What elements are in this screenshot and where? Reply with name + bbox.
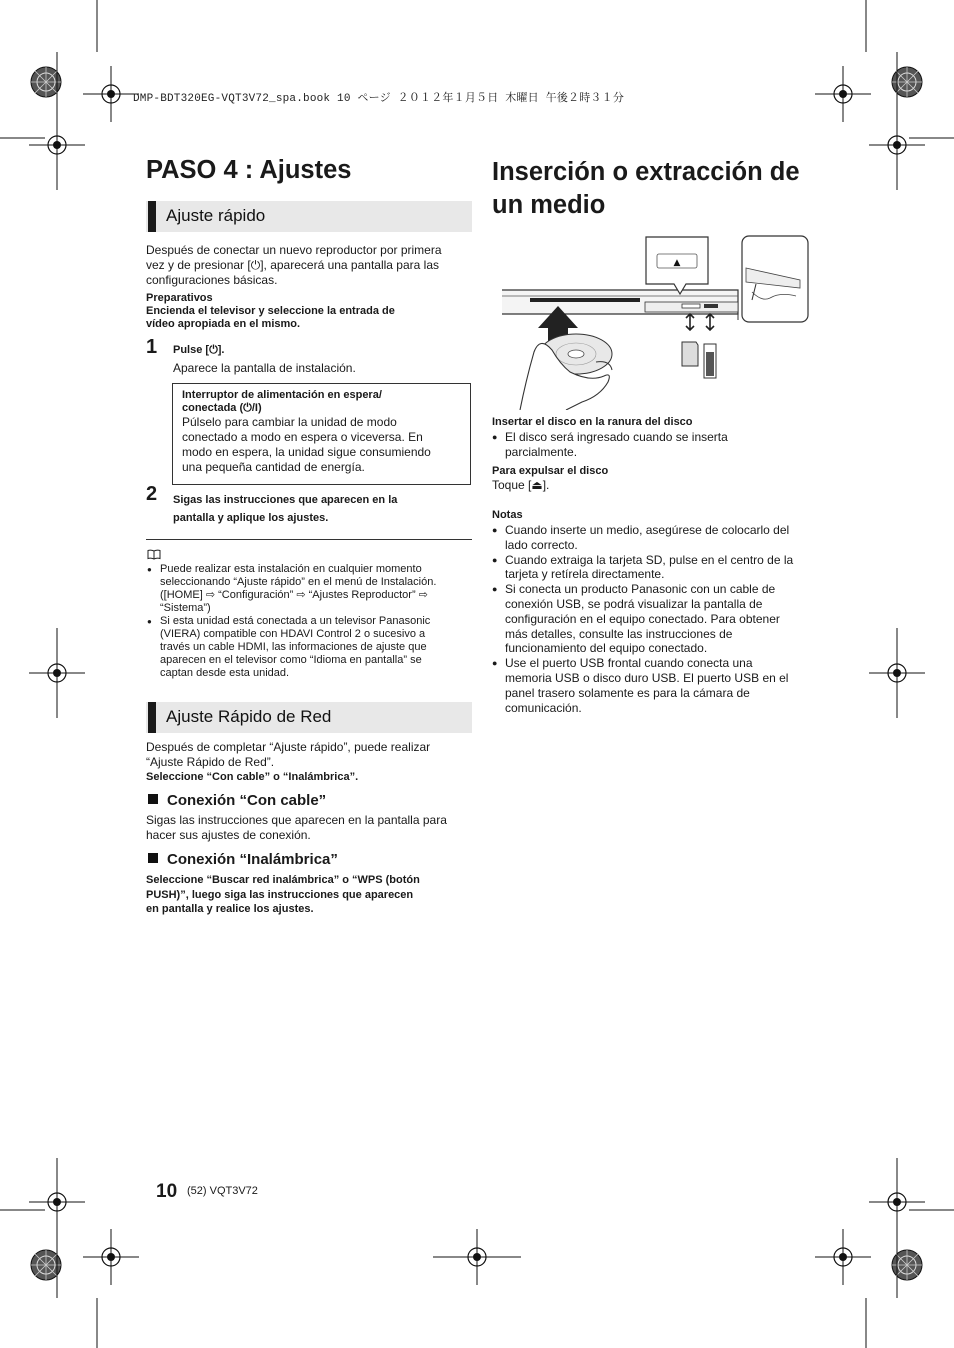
bullet-line: ([HOME] ⇨ “Configuración” ⇨ “Ajustes Reproductor” ⇨: [160, 589, 428, 601]
wireless-line: en pantalla y realice los ajustes.: [146, 903, 314, 915]
insert-disc-bullets: [492, 430, 822, 460]
box-title-line: Interruptor de alimentación en espera/: [182, 389, 382, 401]
list-item: [492, 553, 822, 583]
intro-line: configuraciones básicas.: [146, 273, 278, 287]
wired-connection-heading: [148, 792, 326, 809]
list-item: [492, 656, 822, 715]
preparation-line: Encienda el televisor y seleccione la entrada de: [146, 305, 395, 317]
media-notes: [492, 523, 822, 715]
step-2-title: [173, 491, 397, 527]
bullet-line: parcialmente.: [505, 445, 578, 459]
intro-line: “Ajuste Rápido de Red”.: [146, 755, 275, 769]
bullet-line: ● Si esta unidad está conectada a un televisor Panasonic: [160, 615, 431, 627]
bullet-line: tarjeta y retírela directamente.: [505, 567, 665, 582]
section-divider: [146, 539, 472, 540]
preparation-label: Preparativos: [146, 292, 213, 304]
quick-setup-notes: [147, 563, 472, 680]
eject-disc-text: Toque [⏏].: [492, 478, 550, 492]
eject-disc-title: Para expulsar el disco: [492, 465, 609, 477]
quick-setup-intro: [146, 243, 476, 288]
page-title: PASO 4 : Ajustes: [146, 156, 352, 184]
bullet-line: ● Si conecta un producto Panasonic con un cable de: [505, 582, 776, 597]
section-heading-label: Ajuste rápido: [166, 206, 266, 225]
bullet-line: ● El disco será ingresado cuando se inserta: [505, 430, 728, 444]
media-section-title: Inserción o extracción de un medio: [492, 158, 800, 219]
bullet-line: conexión USB, se podrá visualizar la pantalla de: [505, 596, 763, 611]
list-item: [492, 430, 822, 460]
step-1-title: Pulse [⏻].: [173, 344, 225, 356]
wired-connection-title: Conexión “Con cable”: [167, 792, 327, 809]
preparation-line: vídeo apropiada en el mismo.: [146, 318, 301, 330]
select-instruction: Seleccione “Con cable” o “Inalámbrica”.: [146, 771, 359, 783]
bullet-line: captan desde esta unidad.: [160, 667, 290, 679]
bullet-line: ● Puede realizar esta instalación en cualquier momento: [160, 563, 422, 575]
box-title-line: conectada (⏻/I): [182, 402, 262, 414]
list-item: [492, 582, 822, 656]
wired-line: Sigas las instrucciones que aparecen en la pantalla para: [146, 813, 447, 827]
bullet-line: comunicación.: [505, 700, 582, 715]
intro-line: vez y de presionar [⏻], aparecerá una pantalla para las: [146, 258, 439, 272]
list-item: [147, 563, 472, 615]
wireless-connection-text: [146, 873, 476, 917]
heading-bar: [148, 702, 156, 733]
insert-disc-title: Insertar el disco en la ranura del disco: [492, 416, 693, 428]
preparation-block: [146, 292, 476, 331]
bullet-line: ● Use el puerto USB frontal cuando conecta una: [505, 656, 753, 671]
box-text-line: una pequeña cantidad de energía.: [182, 460, 365, 474]
square-bullet-icon: [148, 794, 158, 804]
file-header: DMP-BDT320EG-VQT3V72_spa.book 10 ページ ２０１２年１月５日 木曜日 午後２時３１分: [133, 93, 625, 105]
bullet-line: “Sistema”): [160, 602, 211, 614]
standby-switch-box: [172, 383, 471, 485]
box-text-line: modo en espera, la unidad sigue consumiendo: [182, 445, 431, 459]
book-icon: [147, 549, 161, 560]
list-item: [492, 523, 822, 553]
network-setup-intro: [146, 740, 476, 785]
step-number-2: 2: [146, 483, 158, 505]
wired-line: hacer sus ajustes de conexión.: [146, 828, 311, 842]
bullet-line: panel trasero solamente es para la cámara de: [505, 685, 750, 700]
bullet-line: ● Cuando extraiga la tarjeta SD, pulse en el centro de la: [505, 552, 794, 567]
box-text-line: conectado a modo en espera o viceversa. En: [182, 430, 423, 444]
wireless-line: PUSH)”, luego siga las instrucciones que aparecen: [146, 888, 414, 901]
page-number: 10: [156, 1181, 178, 1202]
section-heading-network-setup: [146, 702, 472, 733]
bullet-line: seleccionando “Ajuste rápido” en el menú de Instalación.: [160, 576, 437, 588]
bullet-line: lado correcto.: [505, 537, 578, 552]
section-heading-label: Ajuste Rápido de Red: [166, 707, 332, 726]
wired-connection-text: [146, 813, 476, 843]
bullet-line: través un cable HDMI, las informaciones de ajuste que: [160, 641, 427, 653]
step-2-line: pantalla y aplique los ajustes.: [173, 512, 329, 524]
bullet-line: funcionamiento del equipo conectado.: [505, 641, 708, 656]
notes-title: Notas: [492, 509, 523, 521]
eject-symbol: ▲: [673, 258, 681, 268]
bullet-line: (VIERA) compatible con HDAVI Control 2 o sucesivo a: [160, 628, 426, 640]
list-item: [147, 615, 472, 680]
wireless-connection-heading: [148, 851, 338, 868]
bullet-line: configuración en el equipo conectado. Para obtener: [505, 611, 780, 626]
box-text-line: Púlselo para cambiar la unidad de modo: [182, 415, 397, 429]
wireless-line: Seleccione “Buscar red inalámbrica” o “WPS (botón: [146, 874, 420, 886]
page-code: (52) VQT3V72: [187, 1185, 258, 1197]
disc-insertion-illustration: [500, 232, 812, 410]
bullet-line: ● Cuando inserte un medio, asegúrese de colocarlo del: [505, 523, 790, 537]
intro-line: Después de conectar un nuevo reproductor por primera: [146, 243, 442, 257]
step-2-line: Sigas las instrucciones que aparecen en la: [173, 494, 398, 506]
intro-line: Después de completar “Ajuste rápido”, puede realizar: [146, 740, 431, 754]
bullet-line: memoria USB o disco duro USB. El puerto USB en el: [505, 670, 789, 685]
square-bullet-icon: [148, 853, 158, 863]
bullet-line: más detalles, consulte las instrucciones de: [505, 626, 733, 641]
wireless-connection-title: Conexión “Inalámbrica”: [167, 851, 338, 868]
heading-bar: [148, 201, 156, 232]
bullet-line: aparecen en el televisor como “Idioma en pantalla” se: [160, 654, 422, 666]
section-heading-quick-setup: [146, 201, 472, 232]
step-1-text: Aparece la pantalla de instalación.: [173, 361, 356, 375]
step-number-1: 1: [146, 336, 158, 358]
